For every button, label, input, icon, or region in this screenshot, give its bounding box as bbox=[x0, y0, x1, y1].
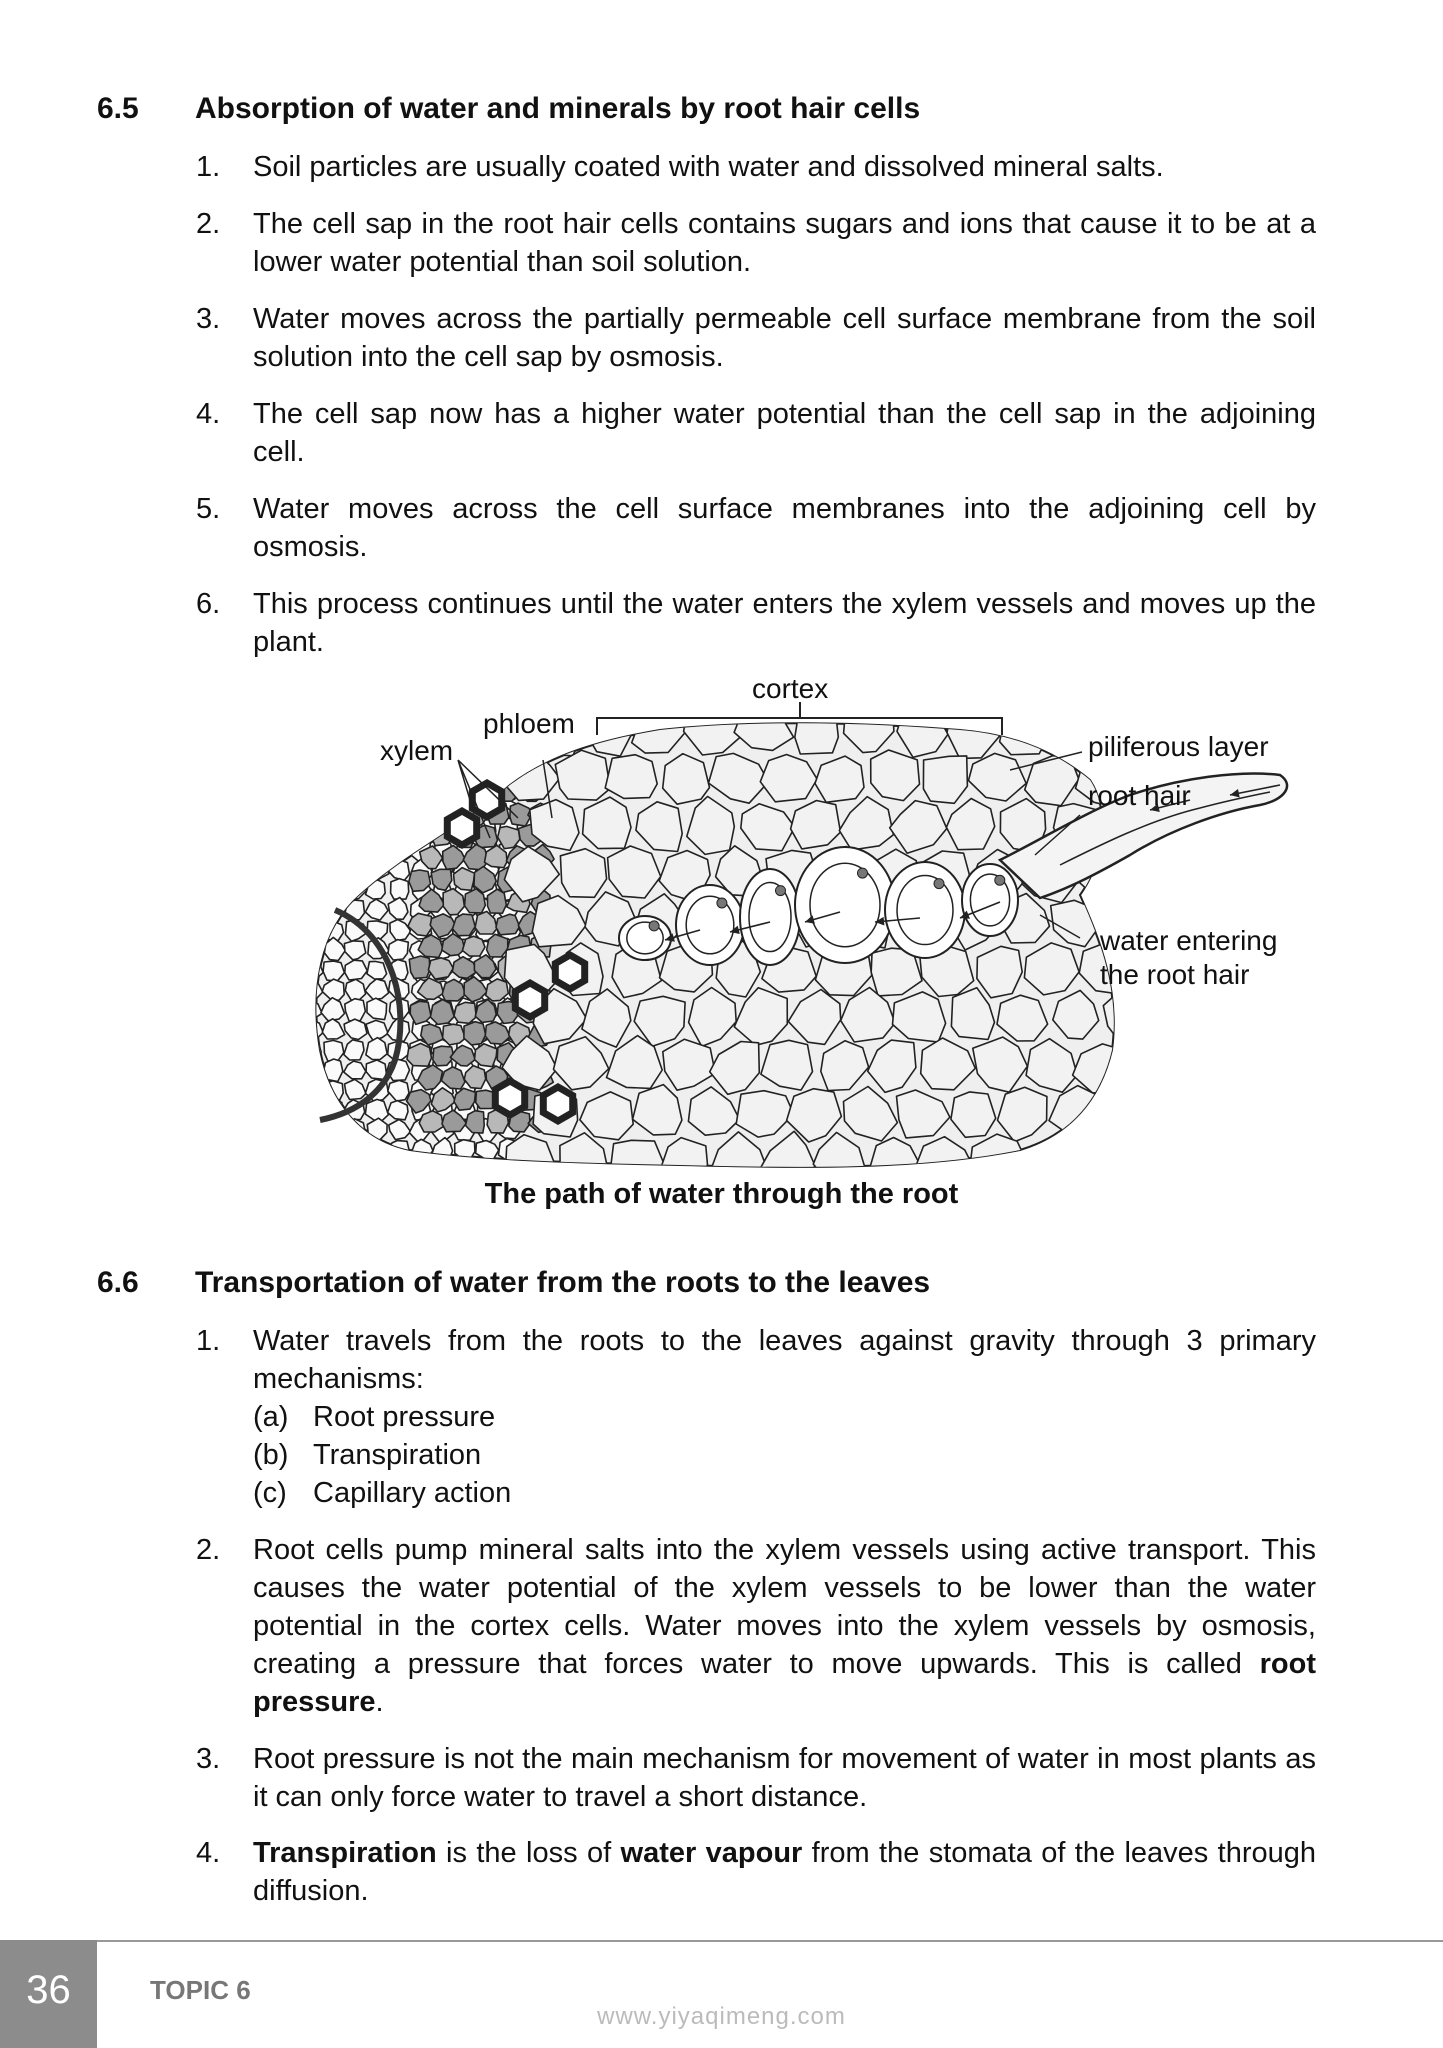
list-item bbox=[196, 490, 1316, 566]
cell bbox=[300, 1058, 320, 1080]
cell bbox=[419, 1111, 443, 1132]
page-number: 36 bbox=[0, 1940, 97, 2048]
item-text: Root cells pump mineral salts into the xylem vessels using active transport. This causes the water potential of the xylem vessels to be lower than the water potential in the cortex cells. Water moves into the xylem vessels by osmosis, creating a pressure that forces water to move upwards. This is called bbox=[253, 1534, 1316, 1680]
sub-item: (a) Root pressure bbox=[253, 1401, 496, 1433]
cell bbox=[346, 821, 366, 840]
list-item bbox=[196, 585, 1316, 661]
cell bbox=[454, 868, 475, 891]
cell bbox=[464, 1022, 486, 1045]
cell bbox=[323, 1120, 344, 1138]
cell bbox=[323, 840, 345, 860]
item-text: Water moves across the cell surface membranes into the adjoining cell by osmosis. bbox=[253, 493, 1316, 563]
figure-caption: The path of water through the root bbox=[484, 1178, 959, 1210]
cell bbox=[300, 858, 321, 881]
cell bbox=[344, 798, 364, 821]
section-title: Transportation of water from the roots to the leaves bbox=[195, 1266, 931, 1299]
cell bbox=[391, 879, 409, 900]
cell bbox=[300, 881, 322, 899]
cell bbox=[432, 1161, 455, 1179]
list-item bbox=[196, 1322, 1316, 1512]
cell bbox=[412, 801, 431, 821]
item-number: 3. bbox=[196, 303, 221, 335]
item-number: 1. bbox=[196, 151, 221, 183]
cell bbox=[368, 1140, 387, 1160]
cell bbox=[302, 937, 322, 960]
cell bbox=[302, 1101, 321, 1120]
item-number: 1. bbox=[196, 1325, 221, 1357]
list-item: 4. Transpiration is the loss of water vapour from the stomata of the leaves through diffusion. bbox=[196, 1834, 1316, 1910]
xylem-vessel bbox=[555, 955, 584, 989]
bold-term: root pressure bbox=[253, 1648, 1316, 1718]
cell bbox=[560, 849, 606, 898]
cell bbox=[323, 760, 345, 781]
cell bbox=[475, 1044, 498, 1067]
nucleus bbox=[649, 921, 659, 931]
nucleus bbox=[995, 875, 1005, 885]
cell bbox=[301, 761, 322, 780]
cell bbox=[323, 858, 342, 879]
bold-term: water vapour bbox=[620, 1837, 803, 1869]
cell bbox=[346, 859, 364, 878]
cell bbox=[323, 798, 344, 821]
cell bbox=[462, 936, 485, 956]
item-number: 4. bbox=[196, 398, 221, 430]
item-text: Root pressure is not the main mechanism for movement of water in most plants as it can only force water to travel a short distance. bbox=[253, 1743, 1316, 1813]
cell bbox=[388, 940, 408, 960]
footer-rule bbox=[0, 1940, 1443, 1942]
nucleus bbox=[934, 879, 944, 889]
cell bbox=[302, 1141, 323, 1162]
label-cortex: cortex bbox=[752, 673, 829, 704]
list-item bbox=[196, 205, 1316, 281]
cell bbox=[487, 934, 508, 957]
cell bbox=[344, 1140, 365, 1161]
list-item bbox=[196, 300, 1316, 376]
item-number: 4. bbox=[196, 1837, 221, 1869]
cell bbox=[433, 778, 451, 801]
cell bbox=[1000, 707, 1049, 755]
cell bbox=[321, 880, 342, 901]
cell bbox=[325, 720, 343, 740]
cell bbox=[496, 914, 520, 935]
label-the-root-hair: the root hair bbox=[1100, 959, 1250, 990]
cell bbox=[486, 758, 510, 782]
cell bbox=[367, 780, 387, 801]
cell bbox=[498, 759, 519, 781]
cell bbox=[499, 739, 519, 761]
item-text: The cell sap in the root hair cells contains sugars and ions that cause it to be at a lower water potential than soil solution. bbox=[253, 208, 1316, 278]
cell bbox=[419, 802, 443, 826]
cell bbox=[1104, 1091, 1158, 1140]
section-heading-6-6 bbox=[97, 1266, 930, 1300]
list-item bbox=[196, 148, 1316, 186]
cell bbox=[300, 718, 322, 740]
cell bbox=[301, 1079, 321, 1101]
cell bbox=[366, 880, 386, 899]
cell bbox=[365, 819, 387, 842]
cell bbox=[477, 738, 499, 761]
label-piliferous-layer: piliferous layer bbox=[1088, 731, 1269, 762]
cell bbox=[795, 706, 839, 755]
cell bbox=[428, 958, 453, 979]
cell bbox=[455, 739, 473, 759]
item-number: 2. bbox=[196, 208, 221, 240]
label-root-hair: root hair bbox=[1088, 780, 1191, 811]
label-water-entering: water entering bbox=[1100, 925, 1278, 956]
cell bbox=[454, 1002, 476, 1023]
cell bbox=[322, 821, 342, 841]
item-number: 2. bbox=[196, 1534, 221, 1566]
cell bbox=[476, 761, 498, 780]
cell bbox=[303, 1120, 322, 1143]
cell bbox=[300, 821, 321, 841]
xylem-vessel bbox=[543, 1087, 572, 1121]
label-phloem: phloem bbox=[483, 708, 575, 739]
cell bbox=[324, 1040, 344, 1061]
website-watermark: www.yiyaqimeng.com bbox=[597, 2003, 846, 2030]
cell bbox=[300, 778, 322, 800]
xylem-vessel bbox=[515, 983, 544, 1017]
cell bbox=[389, 841, 407, 861]
cell bbox=[410, 818, 429, 840]
cell bbox=[453, 914, 476, 936]
cell bbox=[388, 820, 410, 840]
cell bbox=[390, 801, 409, 820]
nucleus bbox=[776, 886, 786, 896]
item-number: 3. bbox=[196, 1743, 221, 1775]
section-number: 6.5 bbox=[97, 92, 139, 125]
cell bbox=[345, 999, 366, 1021]
bold-term: Transpiration bbox=[253, 1837, 437, 1869]
cell bbox=[499, 1159, 521, 1180]
cell bbox=[367, 961, 387, 979]
section-title: Absorption of water and minerals by root hair cells bbox=[195, 92, 921, 125]
cell bbox=[367, 840, 389, 860]
cell bbox=[300, 919, 322, 940]
sub-item: (c) Capillary action bbox=[253, 1477, 512, 1509]
nucleus bbox=[717, 898, 727, 908]
cell bbox=[409, 956, 430, 978]
xylem-vessel bbox=[495, 1081, 524, 1115]
cell bbox=[344, 840, 367, 861]
cell bbox=[322, 739, 344, 761]
item-number: 5. bbox=[196, 493, 221, 525]
cell bbox=[457, 718, 476, 740]
item-text: This process continues until the water enters the xylem vessels and moves up the plant. bbox=[253, 588, 1316, 658]
list-item bbox=[196, 395, 1316, 471]
item-text: Water moves across the partially permeable cell surface membrane from the soil solution into the cell sap by osmosis. bbox=[253, 303, 1316, 373]
list-item: 2. Root cells pump mineral salts into the xylem vessels using active transport. This causes the water potential of the xylem vessels to be lower than the water potential in the cortex cells. Water moves into the xylem vessels by osmosis, creating a pressure that forces water to move upwards. This is called root pressure. bbox=[196, 1531, 1316, 1721]
cell bbox=[410, 780, 432, 803]
nucleus bbox=[858, 868, 868, 878]
cell bbox=[323, 1139, 344, 1162]
list-item bbox=[196, 1740, 1316, 1816]
label-xylem: xylem bbox=[380, 735, 454, 766]
cell bbox=[324, 778, 344, 801]
topic-label: TOPIC 6 bbox=[150, 1975, 251, 2005]
item-text: Water travels from the roots to the leaves against gravity through 3 primary mechanisms: bbox=[253, 1325, 1316, 1395]
cell bbox=[388, 1141, 409, 1160]
cell bbox=[300, 799, 322, 820]
item-text: Soil particles are usually coated with water and dissolved mineral salts. bbox=[253, 151, 1164, 183]
cell bbox=[323, 1059, 343, 1082]
cell bbox=[346, 778, 368, 800]
cell bbox=[343, 738, 368, 761]
xylem-vessel bbox=[447, 811, 476, 845]
cell bbox=[302, 840, 321, 859]
cell bbox=[443, 1024, 466, 1045]
sub-item: (b) Transpiration bbox=[253, 1439, 482, 1471]
cell bbox=[367, 800, 386, 821]
cell bbox=[430, 779, 454, 804]
cell bbox=[345, 760, 365, 778]
item-text: The cell sap now has a higher water potential than the cell sap in the adjoining cell. bbox=[253, 398, 1316, 468]
cell bbox=[388, 780, 410, 801]
item-number: 6. bbox=[196, 588, 221, 620]
cell bbox=[346, 718, 366, 742]
root-cross-section-diagram bbox=[300, 660, 1310, 1220]
cell bbox=[605, 755, 657, 799]
cell bbox=[411, 780, 432, 801]
section-number: 6.6 bbox=[97, 1266, 139, 1299]
section-heading-6-5 bbox=[97, 92, 920, 126]
cell bbox=[302, 900, 321, 920]
cell bbox=[300, 741, 322, 761]
cell bbox=[322, 1158, 344, 1180]
